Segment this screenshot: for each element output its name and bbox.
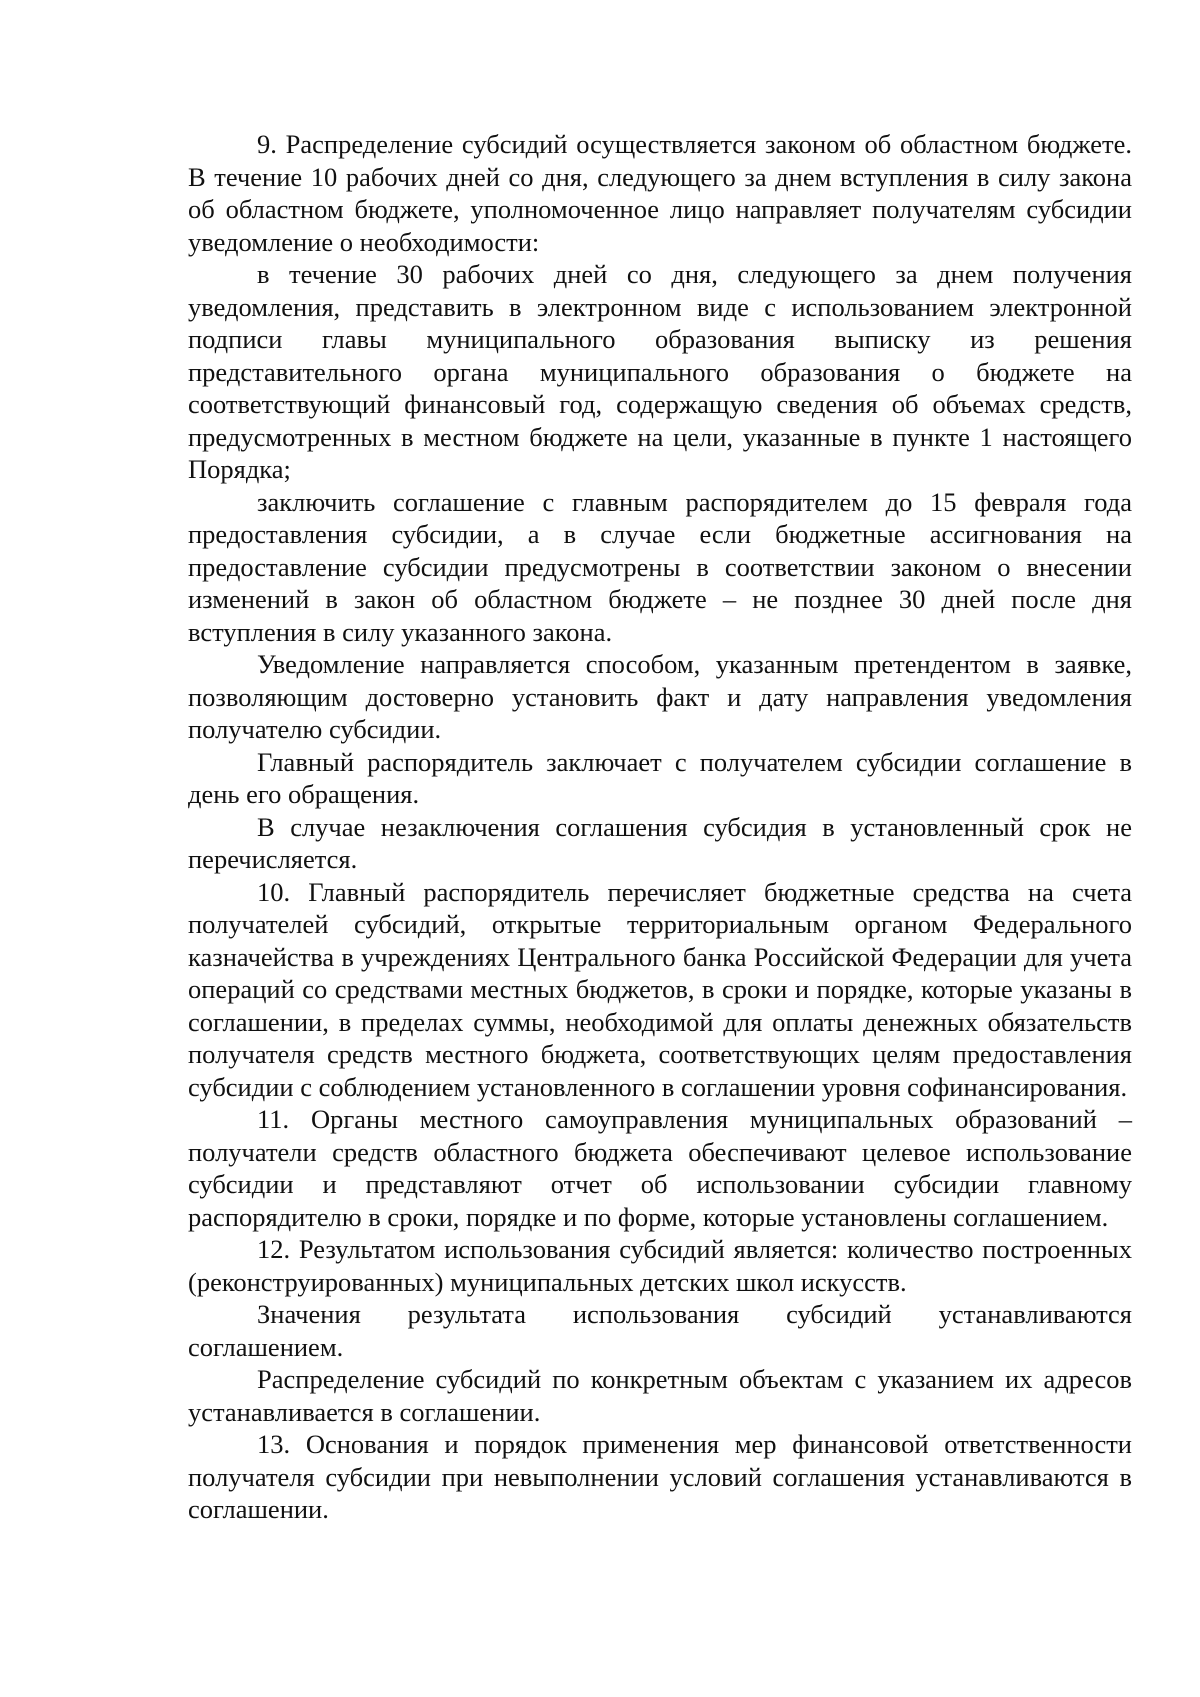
paragraph-conclude-agreement: заключить соглашение с главным распорядителем до 15 февраля года предоставления субсидии, а в случае если бюджетные ассигнования на предоставление субсидии предусмотрены в соответствии законом о внесении изменений в закон об областном бюджете – не позднее 30 дней после дня вступления в силу указанного закона. xyxy=(188,486,1132,647)
paragraph-9-distribution: 9. Распределение субсидий осуществляется законом об областном бюджете. В течение 10 рабочих дней со дня, следующего за днем вступления в силу закона об областном бюджете, уполномоченное лицо направляет получателям субсидии уведомление о необходимости: xyxy=(188,129,1132,257)
paragraph-result-values: Значения результата использования субсидий устанавливаются соглашением. xyxy=(188,1299,1132,1362)
paragraph-non-conclusion: В случае незаключения соглашения субсидия в установленный срок не перечисляется. xyxy=(188,811,1132,874)
paragraph-10-transfer: 10. Главный распорядитель перечисляет бюджетные средства на счета получателей субсидий, открытые территориальным органом Федерального казначейства в учреждениях Центрального банка Российской Федерации для учета операций со средствами местных бюджетов, в сроки и порядке, которые указаны в соглашении, в пределах суммы, необходимой для оплаты денежных обязательств получателя средств местного бюджета, соответствующих целям предоставления субсидии с соблюдением установленного в соглашении уровня софинансирования. xyxy=(188,876,1132,1102)
paragraph-agreement-day: Главный распорядитель заключает с получателем субсидии соглашение в день его обращения. xyxy=(188,746,1132,809)
paragraph-30-days-statement: в течение 30 рабочих дней со дня, следующего за днем получения уведомления, представить в электронном виде с использованием электронной подписи главы муниципального образования выписку из решения представительного органа муниципального образования о бюджете на соответствующий финансовый год, содержащую сведения об объемах средств, предусмотренных в местном бюджете на цели, указанные в пункте 1 настоящего Порядка; xyxy=(188,259,1132,484)
paragraph-object-distribution: Распределение субсидий по конкретным объектам с указанием их адресов устанавливается в соглашении. xyxy=(188,1364,1132,1427)
paragraph-13-responsibility: 13. Основания и порядок применения мер финансовой ответственности получателя субсидии при невыполнении условий соглашения устанавливаются в соглашении. xyxy=(188,1429,1132,1524)
paragraph-notification-method: Уведомление направляется способом, указанным претендентом в заявке, позволяющим достоверно установить факт и дату направления уведомления получателю субсидии. xyxy=(188,649,1132,744)
paragraph-12-result: 12. Результатом использования субсидий является: количество построенных (реконструированных) муниципальных детских школ искусств. xyxy=(188,1234,1132,1297)
paragraph-11-local-government: 11. Органы местного самоуправления муниципальных образований – получатели средств областного бюджета обеспечивают целевое использование субсидии и представляют отчет об использовании субсидии главному распорядителю в сроки, порядке и по форме, которые установлены соглашением. xyxy=(188,1104,1132,1232)
document-page xyxy=(188,128,1132,1526)
